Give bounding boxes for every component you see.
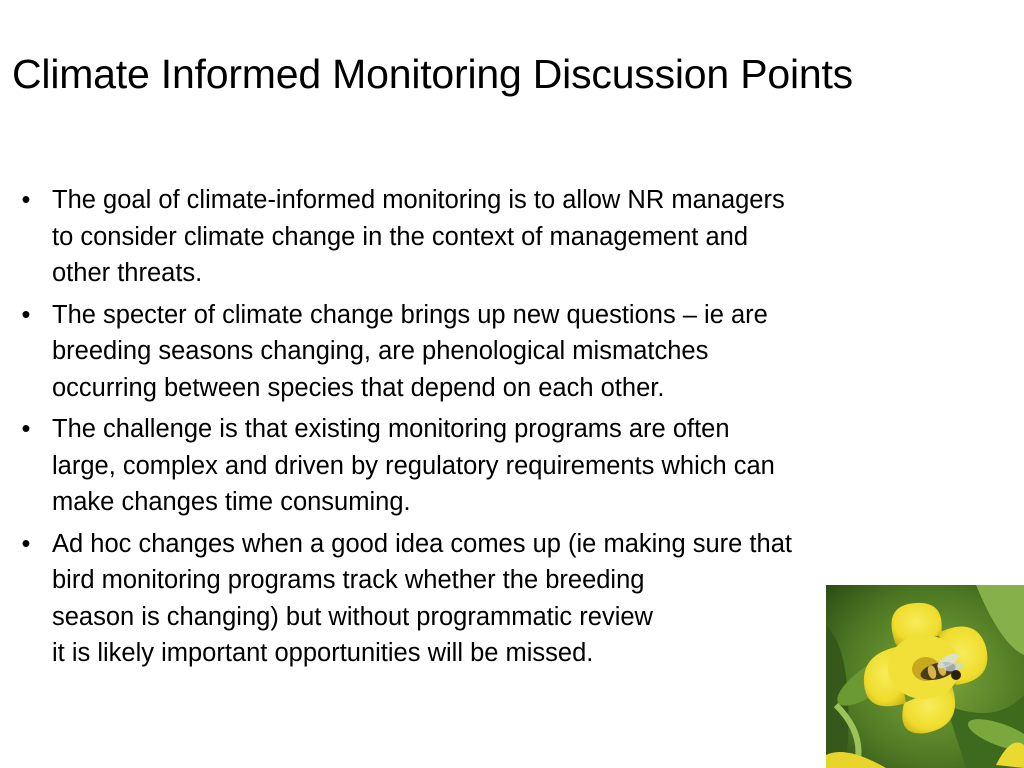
bullet-marker-icon: •: [21, 186, 31, 214]
bullet-line: The goal of climate-informed monitoring is to allow NR managers: [52, 186, 785, 214]
slide-title: Climate Informed Monitoring Discussion Points: [12, 51, 853, 97]
bullet-item: [16, 297, 966, 407]
bullet-marker-icon: •: [21, 415, 31, 443]
bullet-line: large, complex and driven by regulatory requirements which can: [52, 451, 775, 480]
flower-with-bee-icon: [826, 585, 1024, 768]
bullet-line: The specter of climate change brings up new questions – ie are: [52, 300, 768, 329]
bullet-list: [16, 182, 966, 677]
bullet-marker-icon: •: [21, 529, 31, 558]
flower-bee-photo: [826, 585, 1024, 768]
bullet-line: Ad hoc changes when a good idea comes up (ie making sure that: [52, 529, 792, 558]
bullet-item: [16, 182, 966, 292]
bullet-line: it is likely important opportunities will be missed.: [52, 639, 594, 667]
bullet-line: breeding seasons changing, are phenological mismatches: [52, 337, 709, 365]
bullet-line: other threats.: [52, 259, 203, 287]
bullet-line: to consider climate change in the context of management and: [52, 222, 749, 251]
bullet-line: make changes time consuming.: [52, 488, 411, 516]
bullet-line: The challenge is that existing monitoring programs are often: [52, 415, 730, 443]
bullet-item: [16, 526, 966, 672]
bullet-line: bird monitoring programs track whether the breeding: [52, 566, 645, 594]
bullet-marker-icon: •: [21, 300, 31, 329]
bullet-line: occurring between species that depend on each other.: [52, 373, 665, 402]
bullet-item: [16, 411, 966, 521]
bullet-line: season is changing) but without programmatic review: [52, 602, 653, 631]
